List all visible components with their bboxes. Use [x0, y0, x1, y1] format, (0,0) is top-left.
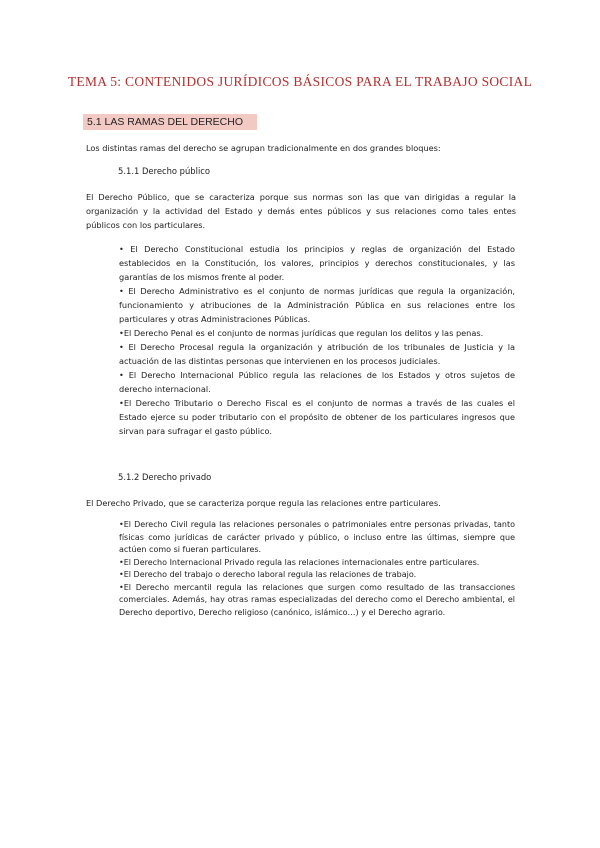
list-item: • El Derecho Procesal regula la organización y atribución de los tribunales de Justicia y la actuación de las distintas personas que intervienen en los procesos judiciales.: [119, 342, 515, 366]
public-branches-list: [119, 242, 515, 438]
list-item: •El Derecho Tributario o Derecho Fiscal es el conjunto de normas a través de las cuales el Estado ejerce su poder tributario con el propósito de obtener de los particulares ingresos que sirvan para sufragar el gasto público.: [119, 398, 515, 436]
section-heading: 5.1 LAS RAMAS DEL DERECHO: [83, 114, 257, 130]
private-branches-list: [119, 519, 515, 619]
list-item: • El Derecho Administrativo es el conjunto de normas jurídicas que regula la organización, funcionamiento y atribuciones de la Administración Pública en sus relaciones entre los particulares y otras Administraciones Públicas.: [119, 286, 515, 324]
list-item: • El Derecho Constitucional estudia los principios y reglas de organización del Estado establecidos en la Constitución, los valores, principios y derechos constitucionales, y las garantías de los mismos frente al poder.: [119, 244, 515, 282]
list-item: •El Derecho Civil regula las relaciones personales o patrimoniales entre personas privadas, tanto físicas como jurídicas de carácter privado y público, o incluso entre las últimas, siempre que actúen como si fueran particulares.: [119, 520, 515, 554]
page-title: TEMA 5: CONTENIDOS JURÍDICOS BÁSICOS PARA EL TRABAJO SOCIAL: [67, 74, 533, 89]
subsection-public-heading: 5.1.1 Derecho público: [118, 166, 211, 176]
subsection-private-heading: 5.1.2 Derecho privado: [118, 472, 212, 482]
list-item: •El Derecho del trabajo o derecho laboral regula las relaciones de trabajo.: [119, 570, 417, 579]
intro-paragraph: Los distintas ramas del derecho se agrupan tradicionalmente en dos grandes bloques:: [86, 143, 441, 153]
list-item: •El Derecho Penal es el conjunto de normas jurídicas que regulan los delitos y las penas.: [119, 328, 484, 338]
list-item: • El Derecho Internacional Público regula las relaciones de los Estados y otros sujetos de derecho internacional.: [119, 370, 515, 394]
private-paragraph: El Derecho Privado, que se caracteriza porque regula las relaciones entre particulares.: [86, 498, 441, 508]
list-item: •El Derecho mercantil regula las relaciones que surgen como resultado de las transacciones comerciales. Además, hay otras ramas especializadas del derecho como el Derecho ambiental, el Derecho deportivo, Derecho religioso (canónico, islámico…) y el Derecho agrario.: [119, 582, 515, 617]
public-paragraph: El Derecho Público, que se caracteriza porque sus normas son las que van dirigidas a regular la organización y la actividad del Estado y demás entes públicos y sus relaciones como tales entes públicos con los particulares.: [86, 192, 516, 230]
list-item: •El Derecho Internacional Privado regula las relaciones internacionales entre particulares.: [119, 557, 480, 567]
